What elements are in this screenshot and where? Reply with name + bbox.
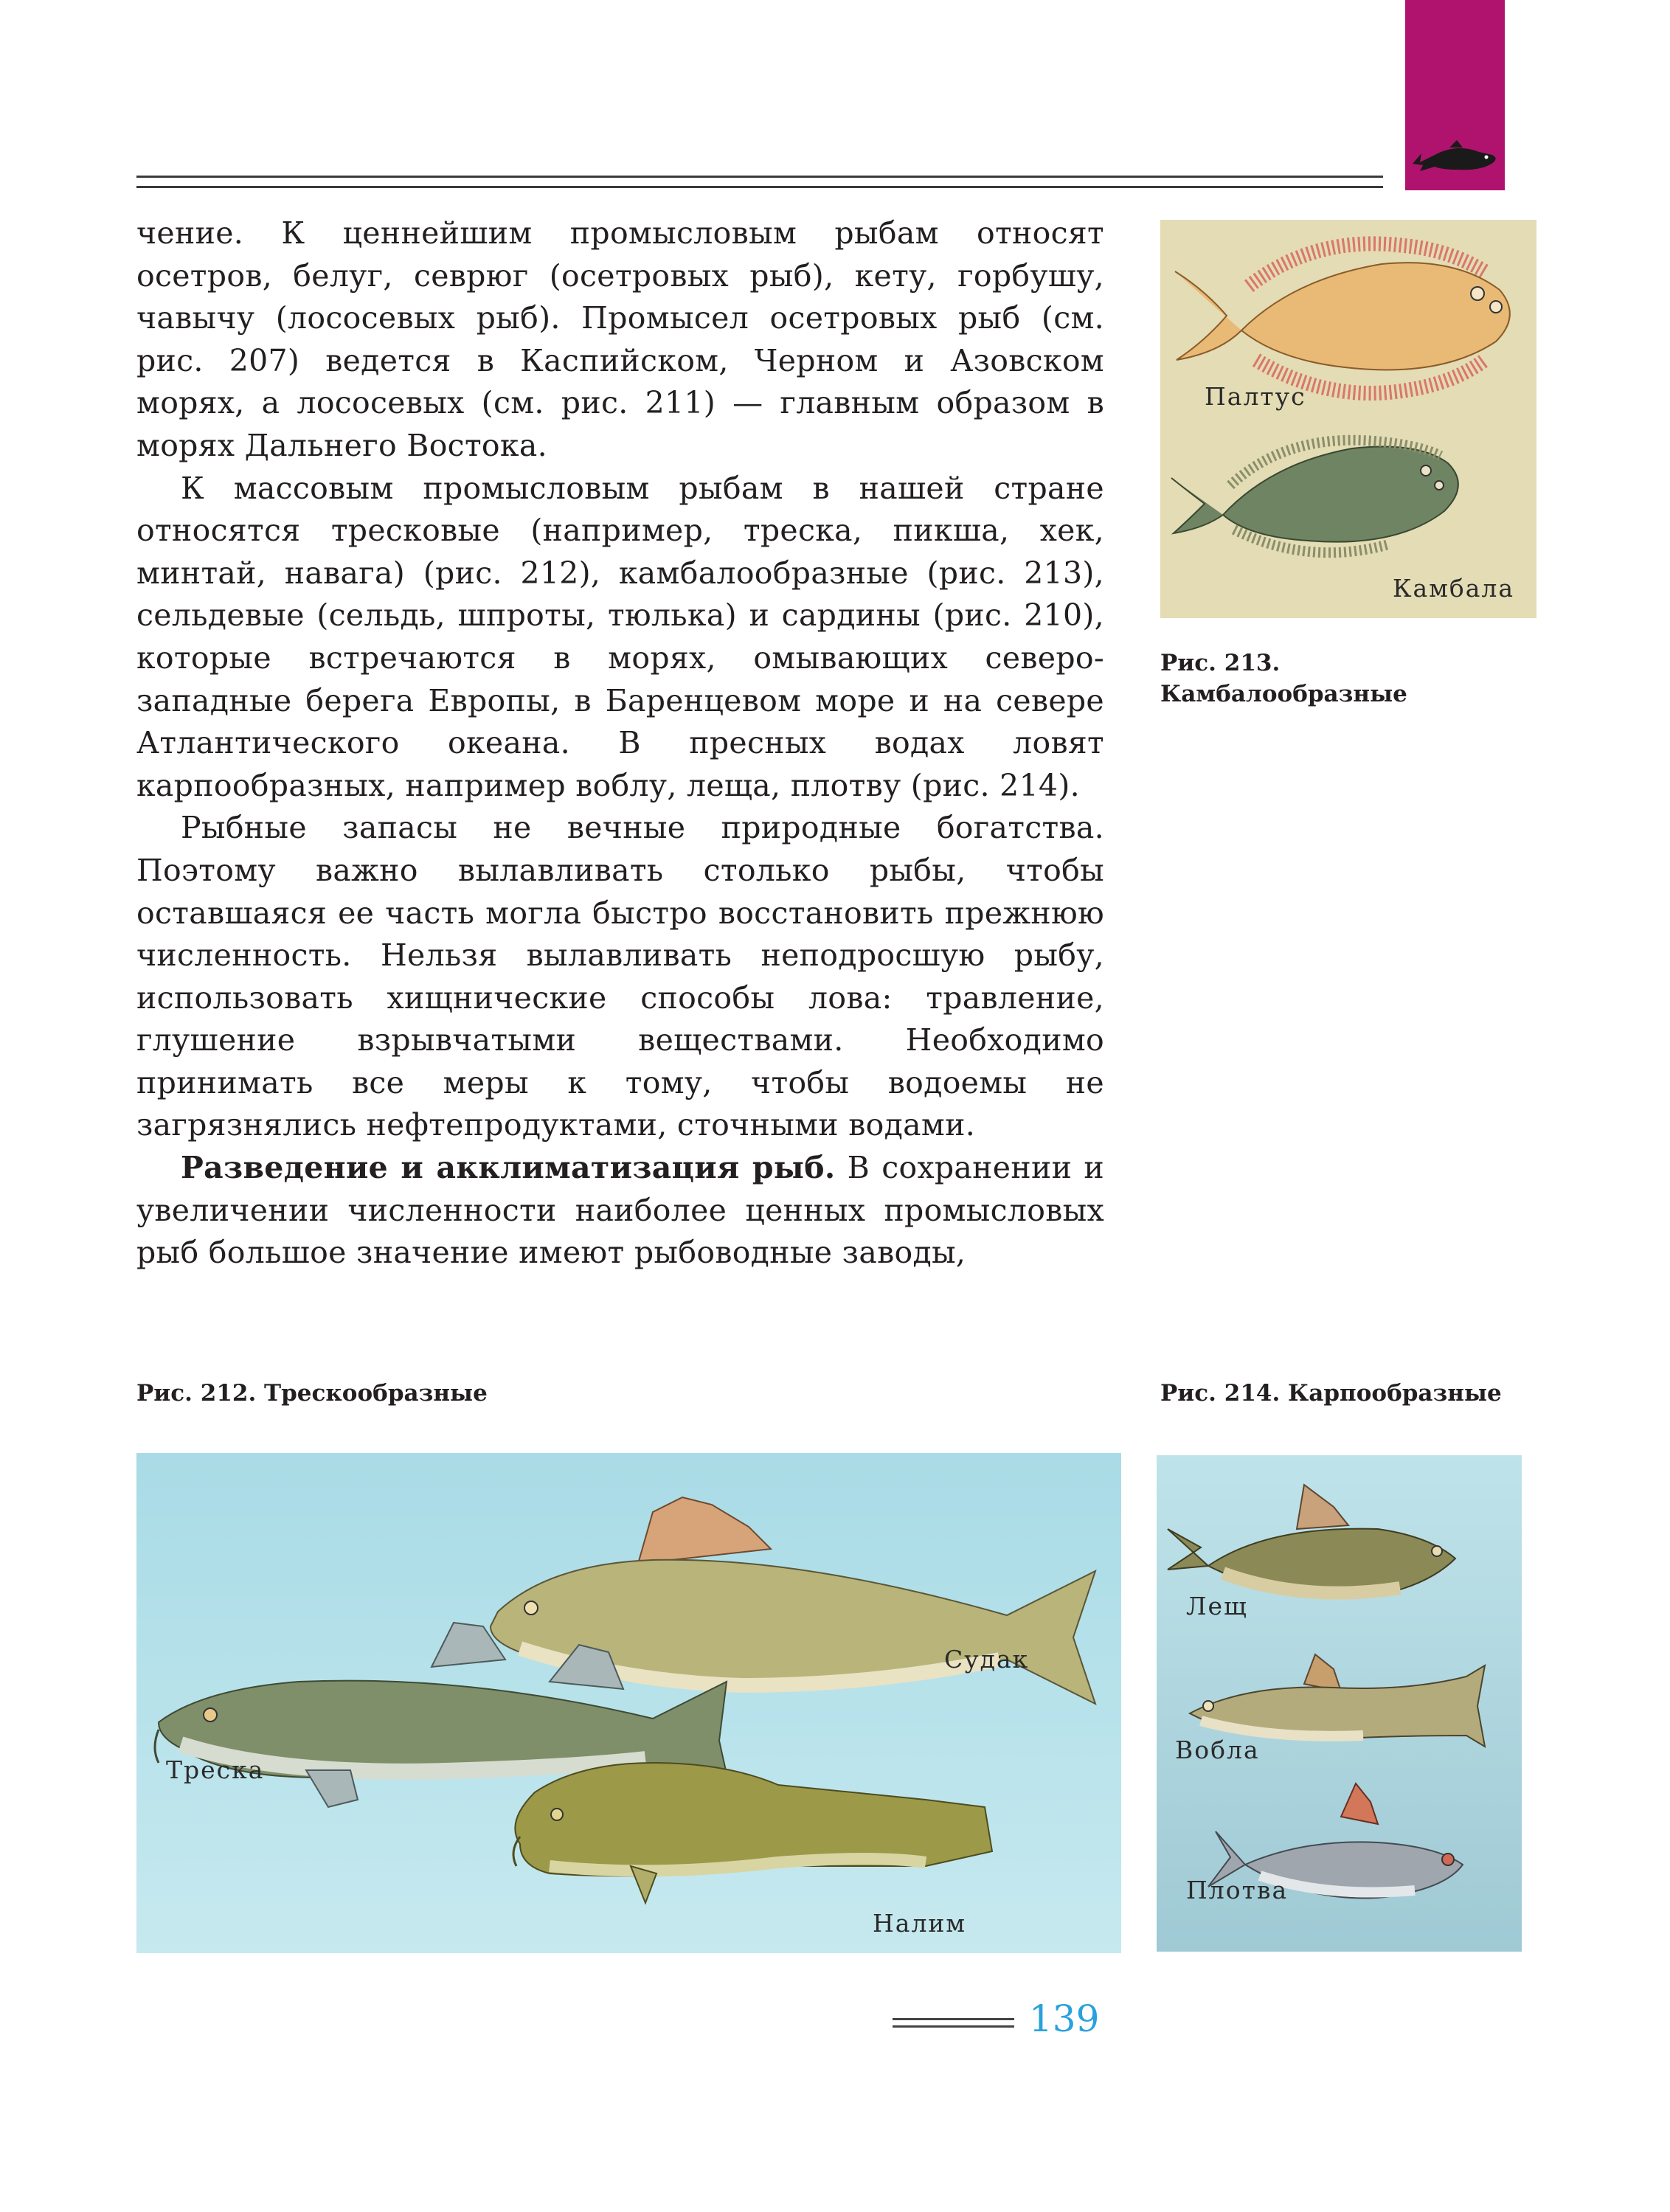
figure-212-image xyxy=(136,1453,1121,1953)
label-vobla: Вобла xyxy=(1175,1736,1260,1764)
figure-213-caption-number: Рис. 213. xyxy=(1160,650,1281,676)
paragraph-1: чение. К ценнейшим промысловым рыбам относят осетров, белуг, севрюг (осетровых рыб), кету, горбушу, чавычу (лососевых рыб). Промысел осетровых рыб (см. рис. 207) ведется в Каспийском, Черном и Азовском морях, а лососевых (см. рис. 211) — главным образом в морях Дальнего Востока. xyxy=(136,215,1104,463)
section-heading: Разведение и акклиматизация рыб. xyxy=(181,1150,836,1186)
body-text xyxy=(136,212,1104,1275)
paragraph-4-text: В сохранении и увеличении численности наиболее ценных промысловых рыб большое значение имеют рыбоводные заводы, xyxy=(136,1150,1104,1271)
chapter-tab xyxy=(1405,0,1505,190)
label-flounder: Камбала xyxy=(1393,574,1515,603)
header-rule-bottom xyxy=(136,186,1383,188)
paragraph-3: Рыбные запасы не вечные природные богатства. Поэтому важно вылавливать столько рыбы, чтобы оставшаяся ее часть могла быстро восстановить прежнюю численность. Нельзя вылавливать неподросшую рыбу, использовать хищнические способы лова: травление, глушение взрывчатыми веществами. Необходимо принимать все меры к тому, чтобы водоемы не загрязнялись нефтепродуктами, сточными водами. xyxy=(136,810,1104,1143)
figure-212-caption: Рис. 212. Трескообразные xyxy=(136,1380,488,1407)
page-number: 139 xyxy=(1029,1997,1100,2040)
page-number-rule-top xyxy=(893,2018,1014,2020)
figure-213-caption xyxy=(1160,648,1407,710)
page-number-rule-bottom xyxy=(893,2025,1014,2028)
paragraph-4 xyxy=(136,1147,1104,1275)
figure-214-caption: Рис. 214. Карпообразные xyxy=(1160,1380,1502,1407)
paragraph-2: К массовым промысловым рыбам в нашей стране относятся тресковые (например, треска, пикша, хек, минтай, навага) (рис. 212), камбалообразные (рис. 213), сельдевые (сельдь, шпроты, тюлька) и сардины (рис. 210), которые встречаются в морях, омывающих северо-западные берега Европы, в Баренцевом море и на севере Атлантического океана. В пресных водах ловят карпообразных, например воблу, леща, плотву (рис. 214). xyxy=(136,470,1104,803)
fish-icon xyxy=(1405,133,1505,184)
figure-213-image xyxy=(1160,220,1536,618)
figure-213-caption-title: Камбалообразные xyxy=(1160,681,1407,707)
label-halibut: Палтус xyxy=(1205,382,1306,411)
figure-214-image xyxy=(1157,1455,1522,1952)
label-zander: Судак xyxy=(944,1645,1030,1674)
header-rule-top xyxy=(136,176,1383,178)
label-burbot: Налим xyxy=(873,1909,967,1938)
label-roach: Плотва xyxy=(1186,1876,1289,1904)
label-bream: Лещ xyxy=(1186,1592,1248,1620)
label-cod: Треска xyxy=(166,1755,265,1784)
